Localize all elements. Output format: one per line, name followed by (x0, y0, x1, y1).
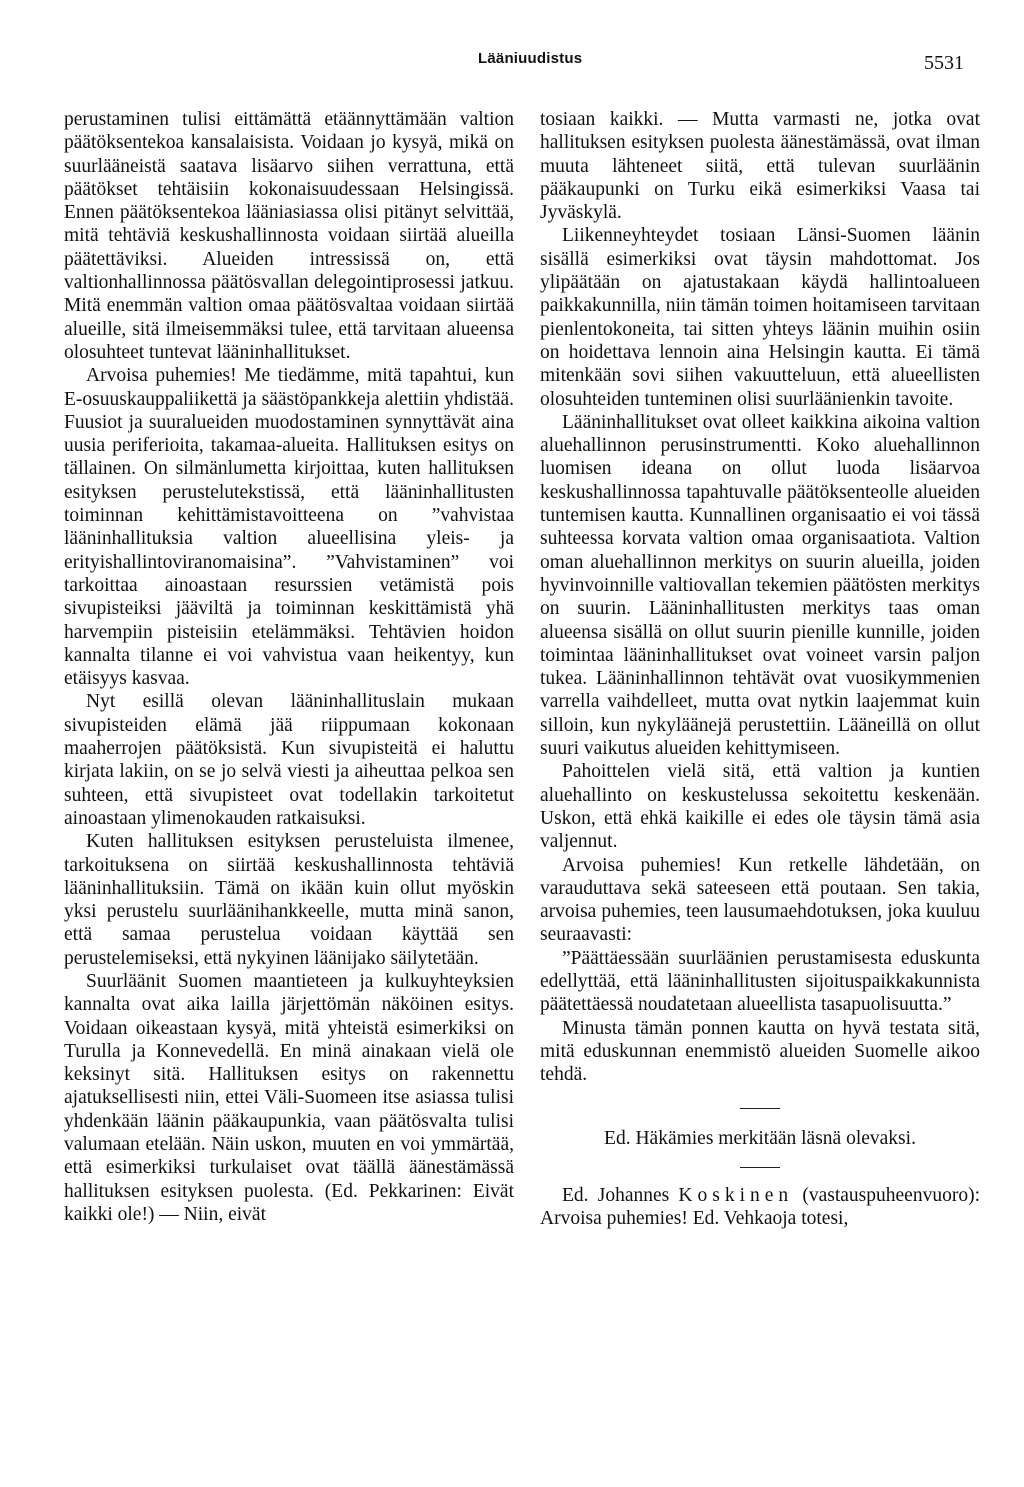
page-number: 5531 (924, 52, 964, 74)
paragraph: Liikenneyhteydet tosiaan Länsi-Suomen läänin sisällä esimerkiksi ovat täysin mahdottomat. Jos ylipäätään on ajatustakaan käydä hallintoalueen paikkakunnilla, niin tämän toimen hoitamiseen tarvitaan pienlentokoneita, tai sitten yhteys läänin muihin osiin on hoidettava lennoin aina Helsingin kautta. Ei tämä mitenkään sovi siihen vakuutteluun, että alueellisten olosuhteiden tunteminen olisi suurläänienkin tavoite. (540, 225, 980, 410)
paragraph: Kuten hallituksen esityksen perusteluista ilmenee, tarkoituksena on siirtää keskushallinnosta tehtäviä lääninhallituksiin. Tämä on ikään kuin ollut myöskin yksi perustelu suurläänihankkeelle, mutta minä sanon, että samaa perustelua voidaan käyttää sen perustelemiseksi, että nykyinen läänijako säilytetään. (64, 831, 514, 969)
paragraph: tosiaan kaikki. — Mutta varmasti ne, jotka ovat hallituksen esityksen puolesta äänestämässä, ovat ilman muuta lähteneet siitä, että tulevan suurläänin pääkaupunki on Turku eikä esimerkiksi Vaasa tai Jyväskylä. (540, 109, 980, 224)
speech-prefix: Ed. Johannes (562, 1184, 679, 1206)
section-divider (740, 1167, 780, 1168)
paragraph: Pahoittelen vielä sitä, että valtion ja kuntien aluehallinto on keskustelussa sekoitettu keskenään. Uskon, että ehkä kaikille ei edes ole täysin tämä asia valjennut. (540, 761, 980, 853)
paragraph: Arvoisa puhemies! Me tiedämme, mitä tapahtui, kun E-osuuskauppaliikettä ja säästöpankkeja alettiin yhdistää. Fuusiot ja suuralueiden muodostaminen synnyttävät aina uusia periferioita, takamaa-alueita. Hallituksen esitys on tällainen. On silmänlumetta kirjoittaa, kuten hallituksen esityksen perustelutekstissä, että lääninhallitusten toiminnan kehittämistavoitteena on ”vahvistaa lääninhallituksia valtion alueellisina yleis- ja erityishallintoviranomaisina”. ”Vahvistaminen” voi tarkoittaa ainoastaan resurssien vetämistä pois sivupisteiksi jääviltä ja toiminnan keskittämistä yhä harvempiin pisteisiin etelämmäksi. Tehtävien hoidon kannalta tilanne ei voi vahvistua vaan heikentyy, kun etäisyys kasvaa. (64, 365, 514, 690)
quoted-motion: ”Päättäessään suurläänien perustamisesta eduskunta edellyttää, että lääninhallitusten sijoituspaikkakunnista päätettäessä noudatetaan alueellista tasapuolisuutta.” (540, 947, 980, 1016)
paragraph: Nyt esillä olevan lääninhallituslain mukaan sivupisteiden elämä jää riippumaan kokonaan maaherrojen päätöksistä. Kun sivupisteitä ei haluttu kirjata lakiin, on se jo selvä viesti ja aiheuttaa pelkoa sen suhteen, että sivupisteet ovat todellakin tarkoitetut ainoastaan ylimenokauden ratkaisuksi. (64, 691, 514, 829)
speaker-surname: Koskinen (678, 1184, 794, 1206)
left-column (64, 108, 514, 1226)
running-header-title: Lääniuudistus (478, 50, 583, 67)
section-divider (740, 1108, 780, 1109)
right-column (540, 108, 980, 1230)
attendance-notice: Ed. Häkämies merkitään läsnä olevaksi. (604, 1128, 916, 1150)
paragraph: Arvoisa puhemies! Kun retkelle lähdetään, on varauduttava sekä sateeseen että poutaan. Sen takia, arvoisa puhemies, teen lausumaehdotuksen, joka kuuluu seuraavasti: (540, 854, 980, 946)
paragraph: perustaminen tulisi eittämättä etäännyttämään valtion päätöksentekoa kansalaisista. Voidaan jo kysyä, mikä on suurlääneistä saatava lisäarvo siihen verrattuna, että päätökset tehtäisiin kokonaisuudessaan Helsingissä. Ennen päätöksentekoa lääniasiassa olisi pitänyt selvittää, mitä tehtäviä keskushallinnosta voidaan siirtää alueilla päätettäviksi. Alueiden intressissä on, että valtionhallinnossa päätösvallan delegointiprosessi jatkuu. Mitä enemmän valtion omaa päätösvaltaa voidaan siirtää alueille, sitä ilmeisemmäksi tulee, että tarvitaan alueensa olosuhteet tuntevat lääninhallitukset. (64, 109, 514, 363)
paragraph: Minusta tämän ponnen kautta on hyvä testata sitä, mitä eduskunnan enemmistö alueiden Suomelle aikoo tehdä. (540, 1017, 980, 1086)
paragraph: Lääninhallitukset ovat olleet kaikkina aikoina valtion aluehallinnon perusinstrumentti. Koko aluehallinnon luomisen ideana on ollut luoda lisäarvoa keskushallinnossa tapahtuvalle päätöksenteolle alueiden tuntemisen kautta. Kunnallinen organisaatio ei voi tässä suhteessa korvata valtion omaa organisaatiota. Valtion oman aluehallinnon merkitys on suurin alueilla, joiden hyvinvoinnille valtiovallan tekemien päätösten merkitys on suurin. Lääninhallitusten merkitys taas oman alueensa sisällä on ollut suurin pienille kunnille, joiden toimintaa lääninhallitukset ovat voineet varsin paljon tukea. Lääninhallinnon tehtävät ovat vuosikymmenien varrella vaihdelleet, mutta ovat nytkin laajemmat kuin silloin, kun nykyläänejä perustettiin. Lääneillä on ollut suuri vaikutus alueiden kehittymiseen. (540, 411, 980, 760)
next-speech-paragraph (540, 1184, 980, 1231)
paragraph: Suurläänit Suomen maantieteen ja kulkuyhteyksien kannalta ovat aika lailla järjettömän näköinen esitys. Voidaan oikeastaan kysyä, mitä yhteistä esimerkiksi on Turulla ja Konnevedellä. En minä ainakaan vielä ole keksinyt sitä. Hallituksen esitys on rakennettu ajatuksellisesti niin, ettei Väli-Suomeen itse asiassa tulisi yhdenkään läänin pääkaupunkia, vaan päätösvalta tulisi valumaan etelään. Näin uskon, muuten en voi ymmärtää, että esimerkiksi turkulaiset ovat täällä äänestämässä hallituksen esityksen puolesta. (Ed. Pekkarinen: Eivät kaikki ole!) — Niin, eivät (64, 970, 514, 1225)
speech-text: (vastauspuheenvuoro): Arvoisa puhemies! Ed. Vehkaoja totesi, (540, 1184, 980, 1230)
